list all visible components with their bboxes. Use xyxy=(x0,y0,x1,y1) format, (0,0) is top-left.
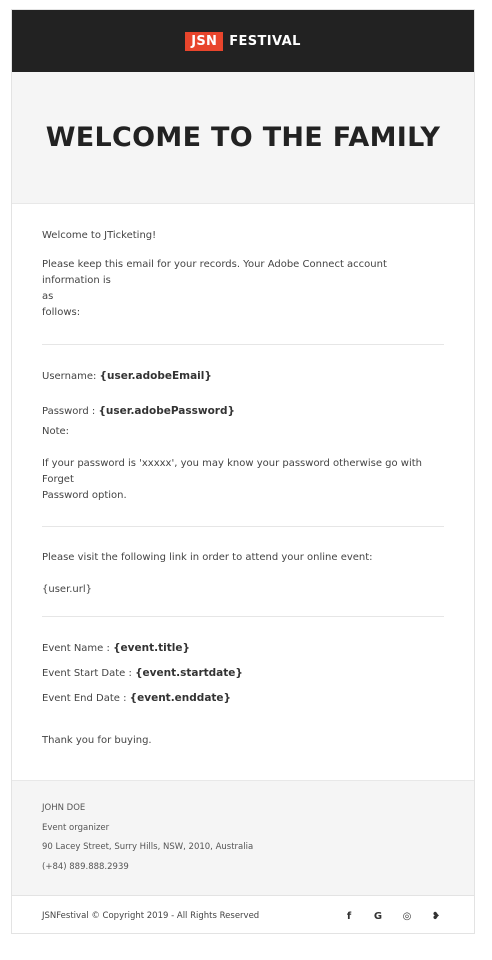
logo-word: FESTIVAL xyxy=(229,33,301,49)
event-start-row xyxy=(42,665,444,682)
event-name-row xyxy=(42,640,444,657)
note-text-line-2: Password option. xyxy=(42,490,127,501)
facebook-icon[interactable]: f xyxy=(346,910,352,922)
signature-name: JOHN DOE xyxy=(42,803,86,813)
instagram-icon[interactable]: ◎ xyxy=(402,910,412,922)
event-end-label: Event End Date : xyxy=(42,693,130,704)
social-links xyxy=(343,911,442,922)
festival-logo[interactable] xyxy=(185,32,301,51)
google-icon[interactable]: G xyxy=(373,910,383,922)
signature-phone: (+84) 889.888.2939 xyxy=(42,861,129,872)
hero-title: WELCOME TO THE FAMILY xyxy=(45,122,441,153)
username-row xyxy=(42,368,444,385)
visit-text: Please visit the following link in order to attend your online event: xyxy=(42,552,373,563)
logo-badge: JSN xyxy=(185,32,223,51)
event-end-row xyxy=(42,690,444,707)
greeting-text: Welcome to JTicketing! xyxy=(42,230,157,241)
password-label: Password : xyxy=(42,406,99,417)
event-start-value: {event.startdate} xyxy=(135,667,243,679)
event-end-value: {event.enddate} xyxy=(129,692,232,704)
hero-banner xyxy=(12,72,474,204)
signature-address: 90 Lacey Street, Surry Hills, NSW, 2010, Australia xyxy=(42,842,254,852)
username-label: Username: xyxy=(42,371,100,382)
records-line-1: Please keep this email for your records. Your Adobe Connect account information is xyxy=(42,259,387,286)
footer-bar xyxy=(12,897,474,935)
event-url-link[interactable]: {user.url} xyxy=(42,584,93,595)
divider xyxy=(42,526,444,527)
signature-block xyxy=(12,780,474,896)
event-start-label: Event Start Date : xyxy=(42,668,136,679)
username-value: {user.adobeEmail} xyxy=(99,370,212,382)
records-line-3: follows: xyxy=(42,307,81,318)
password-row xyxy=(42,403,444,420)
email-container xyxy=(11,9,475,934)
note-text-line-1: If your password is 'xxxxx', you may know your password otherwise go with Forget xyxy=(42,458,423,485)
password-value: {user.adobePassword} xyxy=(98,405,235,417)
header-bar xyxy=(12,10,474,72)
note-label: Note: xyxy=(42,426,70,437)
divider xyxy=(42,344,444,345)
email-body xyxy=(12,228,474,749)
divider xyxy=(42,616,444,617)
copyright-text: JSNFestival © Copyright 2019 - All Rights Reserved xyxy=(42,911,260,921)
twitter-icon[interactable]: ❥ xyxy=(431,910,441,922)
thanks-text: Thank you for buying. xyxy=(42,735,152,746)
event-name-value: {event.title} xyxy=(113,642,190,654)
event-name-label: Event Name : xyxy=(42,643,114,654)
signature-role: Event organizer xyxy=(42,822,110,833)
records-line-2: as xyxy=(42,291,54,302)
